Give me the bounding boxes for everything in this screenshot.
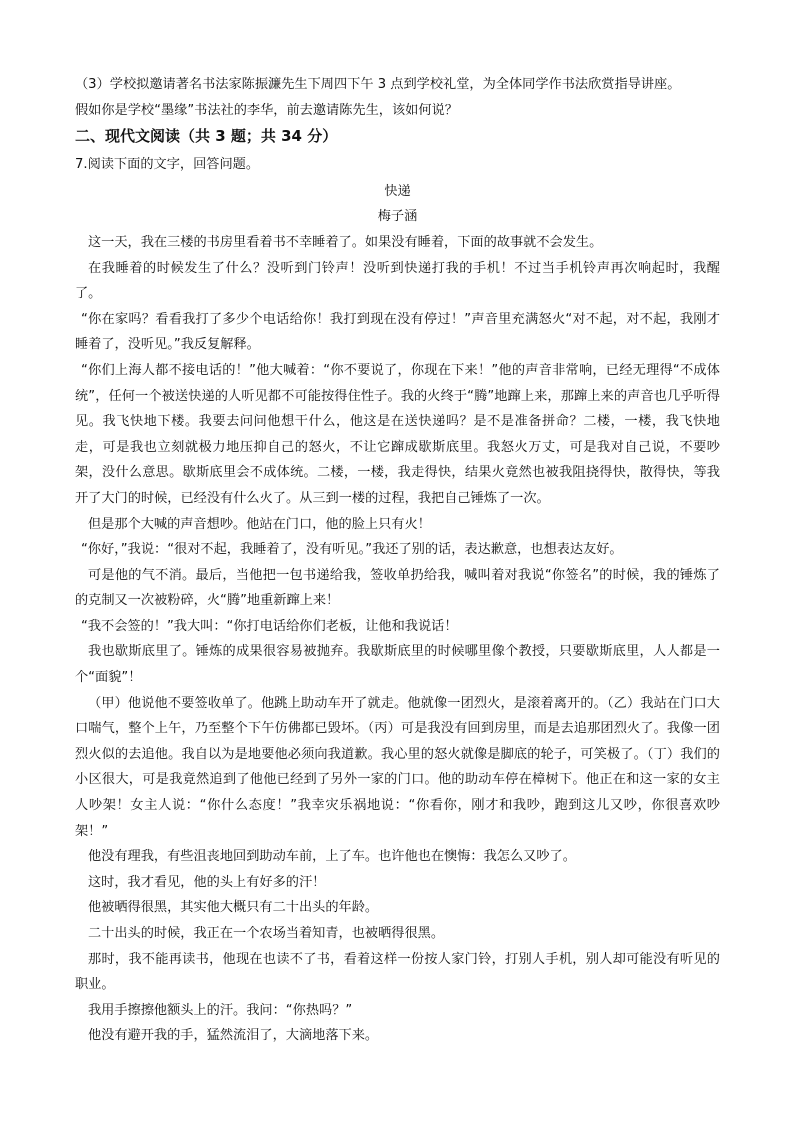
question-3-line-1: （3）学校拟邀请著名书法家陈振濂先生下周四下午 3 点到学校礼堂，为全体同学作书法欣赏指导讲座。 (75, 77, 681, 92)
article-author: 梅子涵 (377, 209, 418, 225)
article-body (75, 230, 720, 1049)
section-heading: 二、现代文阅读（共 3 题；共 34 分） (75, 127, 338, 146)
article-paragraph: 他没有避开我的手，猛然流泪了，大滴地落下来。 (88, 1028, 379, 1044)
article-paragraph: 二十出头的时候，我正在一个农场当着知青，也被晒得很黑。 (88, 926, 445, 941)
article-paragraph: 我用手擦擦他额头上的汗。我问：“你热吗？” (88, 1002, 353, 1018)
article-paragraph: 可是他的气不消。最后，当他把一包书递给我，签收单扔给我，喊叫着对我说“你签名”的时候，我的锤炼了的克制又一次被粉碎，火“腾”地重新蹿上来！ (75, 567, 720, 609)
article-paragraph: 他被晒得很黑，其实他大概只有二十出头的年龄。 (88, 900, 379, 916)
question-7-prompt: 7.阅读下面的文字，回答问题。 (75, 157, 260, 173)
question-3-line-2: 假如你是学校“墨缘”书法社的李华，前去邀请陈先生，该如何说？ (75, 102, 458, 118)
article-paragraph: 那时，我不能再读书，他现在也读不了书，看着这样一份按人家门铃，打别人手机，别人却可能没有听见的职业。 (75, 951, 720, 993)
article-paragraph: 但是那个大喊的声音想吵。他站在门口，他的脸上只有火！ (88, 516, 431, 532)
article-paragraph: 这时，我才看见，他的头上有好多的汗！ (88, 874, 326, 890)
article-title: 快递 (384, 183, 411, 199)
article-paragraph: 这一天，我在三楼的书房里看着书不幸睡着了。如果没有睡着，下面的故事就不会发生。 (88, 234, 603, 250)
article-paragraph: “你好，”我说：“很对不起，我睡着了，没有听见。”我还了别的话，表达歉意，也想表达友好。 (81, 542, 623, 558)
exam-page (75, 72, 720, 1049)
article-paragraph: 在我睡着的时候发生了什么？没听到门铃声！没听到快递打我的手机！不过当手机铃声再次响起时，我醒了。 (75, 260, 720, 302)
article-paragraph: “我不会签的！”我大叫：“你打电话给你们老板，让他和我说话！ (81, 618, 458, 634)
article-paragraph: 他没有理我，有些沮丧地回到助动车前，上了车。也许他也在懊悔：我怎么又吵了。 (88, 849, 576, 865)
article-paragraph: “你们上海人都不接电话的！”他大喊着：“你不要说了，你现在下来！”他的声音非常响，已经无理得“不成体统”，任何一个被送快递的人听见都不可能按得住性子。我的火终于“腾”地蹿上来，那蹿上来的声音也几乎听得见。我飞快地下楼。我要去问问他想干什么，他这是在送快递吗？是不是准备拼命？二楼，一楼，我飞快地走，可是我也立刻就极力地压抑自己的怒火，不让它蹿成歇斯底里。我怒火万丈，可是我对自己说，不要吵架，没什么意思。歇斯底里会不成体统。二楼，一楼，我走得快，结果火竟然也被我阻挠得快，散得快，等我开了大门的时候，已经没有什么火了。从三到一楼的过程，我把自己锤炼了一次。 (75, 362, 720, 506)
article-paragraph: “你在家吗？看看我打了多少个电话给你！我打到现在没有停过！”声音里充满怒火“对不起，对不起，我刚才睡着了，没听见。”我反复解释。 (75, 311, 720, 353)
article-paragraph: 我也歇斯底里了。锤炼的成果很容易被抛弃。我歇斯底里的时候哪里像个教授，只要歇斯底里，人人都是一个“面貌”！ (75, 644, 720, 686)
article-paragraph: （甲）他说他不要签收单了。他跳上助动车开了就走。他就像一团烈火，是滚着离开的。（乙）我站在门口大口喘气，整个上午，乃至整个下午仿佛都已毁坏。（丙）可是我没有回到房里，而是去追那团烈火了。我像一团烈火似的去追他。我自以为是地要他必须向我道歉。我心里的怒火就像是脚底的轮子，可笑极了。（丁）我们的小区很大，可是我竟然追到了他他已经到了另外一家的门口。他的助动车停在樟树下。他正在和这一家的女主人吵架！女主人说：“你什么态度！”我幸灾乐祸地说：“你看你，刚才和我吵，跑到这儿又吵，你很喜欢吵架！” (75, 695, 720, 839)
